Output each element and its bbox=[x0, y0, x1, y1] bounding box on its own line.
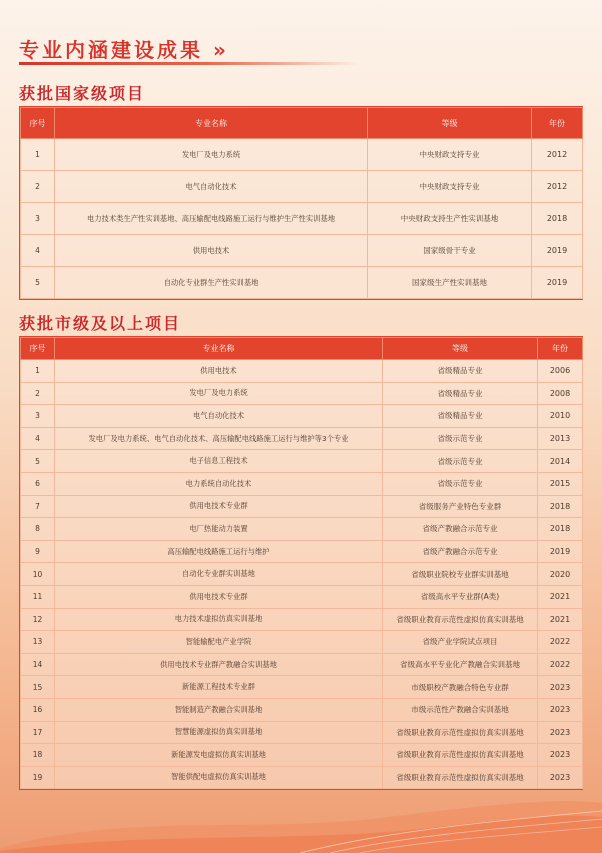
year-cell: 2019 bbox=[532, 267, 583, 299]
year-cell: 2023 bbox=[538, 721, 583, 744]
row-index-cell: 1 bbox=[21, 360, 55, 383]
level-cell: 省级精品专业 bbox=[383, 360, 538, 383]
year-cell: 2023 bbox=[538, 698, 583, 721]
table-row bbox=[21, 235, 583, 267]
row-index-cell: 3 bbox=[21, 405, 55, 428]
table-row bbox=[21, 540, 583, 563]
program-name-cell: 发电厂及电力系统、电气自动化技术、高压输配电线路施工运行与维护等3个专业 bbox=[55, 427, 383, 450]
row-index-cell: 10 bbox=[21, 563, 55, 586]
table-row bbox=[21, 653, 583, 676]
national-table bbox=[20, 107, 583, 299]
level-cell: 省级示范专业 bbox=[383, 427, 538, 450]
year-cell: 2018 bbox=[538, 518, 583, 541]
program-name-cell: 供用电技术专业群 bbox=[55, 495, 383, 518]
table-row bbox=[21, 518, 583, 541]
level-cell: 省级示范专业 bbox=[383, 450, 538, 473]
row-index-cell: 15 bbox=[21, 676, 55, 699]
program-name-cell: 电厂热能动力装置 bbox=[55, 518, 383, 541]
level-cell: 省级高水平专业化产教融合实训基地 bbox=[383, 653, 538, 676]
row-index-cell: 7 bbox=[21, 495, 55, 518]
table-row bbox=[21, 766, 583, 789]
program-name-cell: 供用电技术 bbox=[55, 360, 383, 383]
table-row bbox=[21, 472, 583, 495]
year-cell: 2023 bbox=[538, 676, 583, 699]
table-row bbox=[21, 267, 583, 299]
table-row bbox=[21, 495, 583, 518]
level-cell: 中央财政支持专业 bbox=[368, 171, 532, 203]
program-name-cell: 供用电技术 bbox=[55, 235, 368, 267]
year-cell: 2018 bbox=[532, 203, 583, 235]
program-name-cell: 电子信息工程技术 bbox=[55, 450, 383, 473]
column-header: 专业名称 bbox=[55, 108, 368, 139]
year-cell: 2014 bbox=[538, 450, 583, 473]
level-cell: 省级产业学院试点项目 bbox=[383, 631, 538, 654]
program-name-cell: 智能制造产教融合实训基地 bbox=[55, 698, 383, 721]
year-cell: 2015 bbox=[538, 472, 583, 495]
year-cell: 2012 bbox=[532, 171, 583, 203]
program-name-cell: 自动化专业群实训基地 bbox=[55, 563, 383, 586]
level-cell: 市级职校产教融合特色专业群 bbox=[383, 676, 538, 699]
column-header: 序号 bbox=[21, 108, 55, 139]
row-index-cell: 11 bbox=[21, 585, 55, 608]
row-index-cell: 16 bbox=[21, 698, 55, 721]
program-name-cell: 电力系统自动化技术 bbox=[55, 472, 383, 495]
level-cell: 省级服务产业特色专业群 bbox=[383, 495, 538, 518]
table-row bbox=[21, 698, 583, 721]
table-row bbox=[21, 585, 583, 608]
column-header: 专业名称 bbox=[55, 338, 383, 360]
row-index-cell: 2 bbox=[21, 382, 55, 405]
row-index-cell: 9 bbox=[21, 540, 55, 563]
year-cell: 2021 bbox=[538, 585, 583, 608]
program-name-cell: 发电厂及电力系统 bbox=[55, 382, 383, 405]
table-row bbox=[21, 676, 583, 699]
year-cell: 2023 bbox=[538, 766, 583, 789]
municipal-section-title: 获批市级及以上项目 bbox=[19, 314, 182, 333]
row-index-cell: 5 bbox=[21, 450, 55, 473]
year-cell: 2006 bbox=[538, 360, 583, 383]
year-cell: 2020 bbox=[538, 563, 583, 586]
row-index-cell: 1 bbox=[21, 139, 55, 171]
decorative-waves bbox=[0, 793, 602, 853]
level-cell: 省级精品专业 bbox=[383, 382, 538, 405]
title-underline bbox=[19, 62, 359, 65]
row-index-cell: 5 bbox=[21, 267, 55, 299]
level-cell: 省级职业教育示范性虚拟仿真实训基地 bbox=[383, 608, 538, 631]
level-cell: 省级精品专业 bbox=[383, 405, 538, 428]
table-row bbox=[21, 203, 583, 235]
table-row bbox=[21, 744, 583, 767]
table-row bbox=[21, 563, 583, 586]
municipal-table-body bbox=[21, 360, 583, 789]
program-name-cell: 智慧能源虚拟仿真实训基地 bbox=[55, 721, 383, 744]
row-index-cell: 2 bbox=[21, 171, 55, 203]
year-cell: 2022 bbox=[538, 653, 583, 676]
year-cell: 2019 bbox=[532, 235, 583, 267]
table-row bbox=[21, 360, 583, 383]
year-cell: 2022 bbox=[538, 631, 583, 654]
program-name-cell: 发电厂及电力系统 bbox=[55, 139, 368, 171]
year-cell: 2010 bbox=[538, 405, 583, 428]
program-name-cell: 自动化专业群生产性实训基地 bbox=[55, 267, 368, 299]
level-cell: 省级职业教育示范性虚拟仿真实训基地 bbox=[383, 766, 538, 789]
program-name-cell: 电力技术虚拟仿真实训基地 bbox=[55, 608, 383, 631]
program-name-cell: 供用电技术专业群 bbox=[55, 585, 383, 608]
table-row bbox=[21, 139, 583, 171]
level-cell: 省级产教融合示范专业 bbox=[383, 518, 538, 541]
row-index-cell: 17 bbox=[21, 721, 55, 744]
program-name-cell: 智能输配电产业学院 bbox=[55, 631, 383, 654]
column-header: 序号 bbox=[21, 338, 55, 360]
year-cell: 2013 bbox=[538, 427, 583, 450]
municipal-table-head bbox=[21, 338, 583, 360]
year-cell: 2019 bbox=[538, 540, 583, 563]
row-index-cell: 4 bbox=[21, 235, 55, 267]
level-cell: 中央财政支持专业 bbox=[368, 139, 532, 171]
row-index-cell: 12 bbox=[21, 608, 55, 631]
level-cell: 省级职业院校专业群实训基地 bbox=[383, 563, 538, 586]
row-index-cell: 14 bbox=[21, 653, 55, 676]
row-index-cell: 6 bbox=[21, 472, 55, 495]
national-section-title: 获批国家级项目 bbox=[19, 84, 146, 103]
level-cell: 国家级生产性实训基地 bbox=[368, 267, 532, 299]
level-cell: 国家级骨干专业 bbox=[368, 235, 532, 267]
level-cell: 省级示范专业 bbox=[383, 472, 538, 495]
program-name-cell: 智能供配电虚拟仿真实训基地 bbox=[55, 766, 383, 789]
program-name-cell: 电气自动化技术 bbox=[55, 171, 368, 203]
program-name-cell: 新能源工程技术专业群 bbox=[55, 676, 383, 699]
table-row bbox=[21, 405, 583, 428]
table-row bbox=[21, 171, 583, 203]
row-index-cell: 18 bbox=[21, 744, 55, 767]
table-row bbox=[21, 450, 583, 473]
row-index-cell: 19 bbox=[21, 766, 55, 789]
page-title: 专业内涵建设成果 » bbox=[19, 38, 229, 62]
program-name-cell: 电力技术类生产性实训基地、高压输配电线路施工运行与维护生产性实训基地 bbox=[55, 203, 368, 235]
program-name-cell: 新能源发电虚拟仿真实训基地 bbox=[55, 744, 383, 767]
level-cell: 省级职业教育示范性虚拟仿真实训基地 bbox=[383, 721, 538, 744]
municipal-table-wrap bbox=[19, 336, 583, 790]
year-cell: 2021 bbox=[538, 608, 583, 631]
table-row bbox=[21, 427, 583, 450]
program-name-cell: 高压输配电线路施工运行与维护 bbox=[55, 540, 383, 563]
row-index-cell: 4 bbox=[21, 427, 55, 450]
column-header: 等级 bbox=[368, 108, 532, 139]
year-cell: 2008 bbox=[538, 382, 583, 405]
level-cell: 省级高水平专业群(A类) bbox=[383, 585, 538, 608]
level-cell: 省级产教融合示范专业 bbox=[383, 540, 538, 563]
year-cell: 2018 bbox=[538, 495, 583, 518]
table-row bbox=[21, 608, 583, 631]
program-name-cell: 电气自动化技术 bbox=[55, 405, 383, 428]
table-row bbox=[21, 721, 583, 744]
row-index-cell: 3 bbox=[21, 203, 55, 235]
year-cell: 2012 bbox=[532, 139, 583, 171]
municipal-table bbox=[20, 337, 583, 789]
table-row bbox=[21, 631, 583, 654]
row-index-cell: 13 bbox=[21, 631, 55, 654]
column-header: 年份 bbox=[538, 338, 583, 360]
table-row bbox=[21, 382, 583, 405]
national-table-wrap bbox=[19, 106, 583, 300]
column-header: 等级 bbox=[383, 338, 538, 360]
program-name-cell: 供用电技术专业群产教融合实训基地 bbox=[55, 653, 383, 676]
level-cell: 省级职业教育示范性虚拟仿真实训基地 bbox=[383, 744, 538, 767]
national-table-head bbox=[21, 108, 583, 139]
column-header: 年份 bbox=[532, 108, 583, 139]
level-cell: 中央财政支持生产性实训基地 bbox=[368, 203, 532, 235]
national-table-body bbox=[21, 139, 583, 299]
level-cell: 市级示范性产教融合实训基地 bbox=[383, 698, 538, 721]
year-cell: 2023 bbox=[538, 744, 583, 767]
row-index-cell: 8 bbox=[21, 518, 55, 541]
